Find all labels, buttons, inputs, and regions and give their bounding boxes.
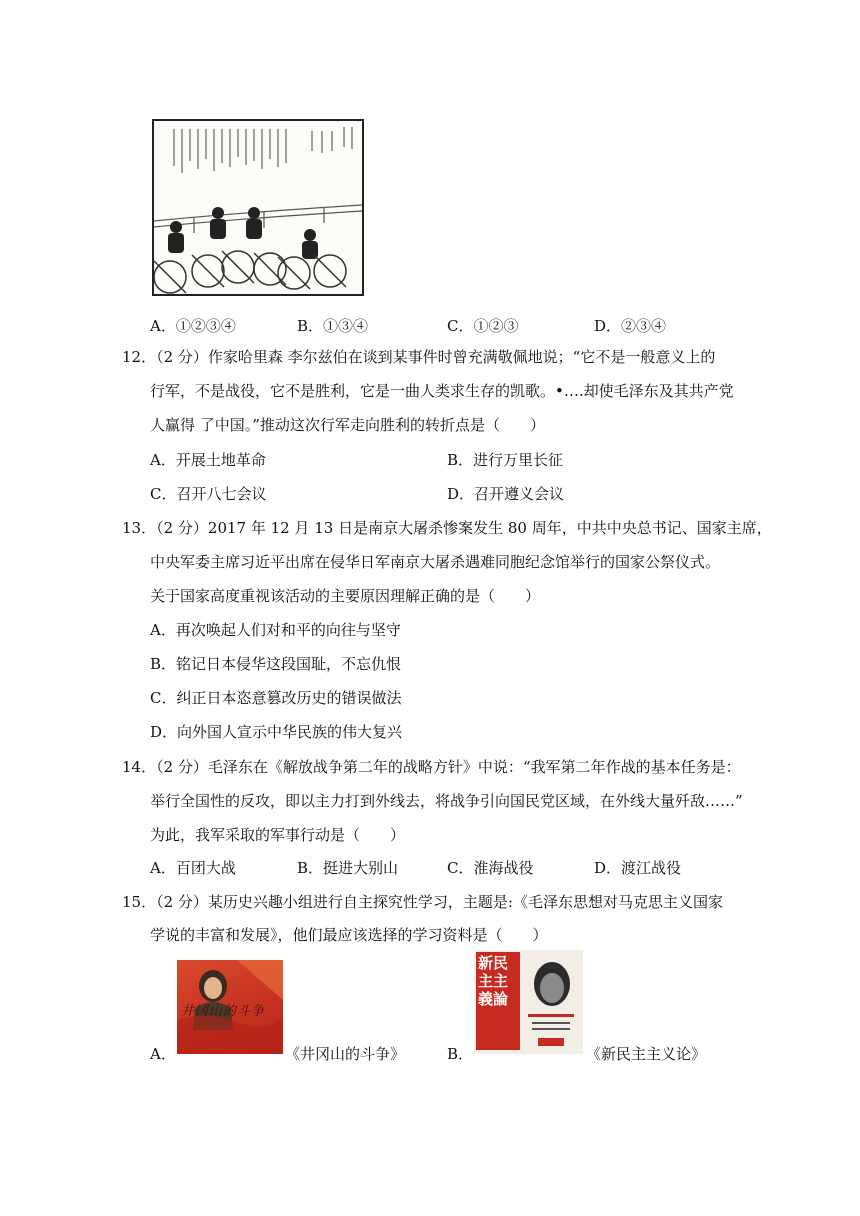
q14-option-c: C．淮海战役	[447, 859, 534, 877]
q13-stem-line-3: 关于国家高度重视该活动的主要原因理解正确的是（ ）	[150, 587, 541, 605]
q12-option-a: A．开展土地革命	[150, 451, 266, 469]
cyclists-illustration	[152, 119, 364, 296]
q13-option-b: B．铭记日本侵华这段国耻，不忘仇恨	[150, 655, 402, 673]
poster-calligraphy: 井冈山的斗争	[181, 1004, 266, 1019]
q13-option-c: C．纠正日本恣意篡改历史的错误做法	[150, 689, 402, 707]
q11-option-a: A．①②③④	[150, 317, 236, 335]
q11-option-b: B．①③④	[297, 317, 369, 335]
q12-option-c: C．召开八七会议	[150, 485, 267, 503]
q11-option-c: C．①②③	[447, 317, 519, 335]
q14-stem-line-3: 为此，我军采取的军事行动是（ ）	[150, 826, 406, 844]
q15-option-b-letter: B．	[447, 1045, 474, 1063]
q13-stem-line-2: 中央军委主席习近平出席在侵华日军南京大屠杀遇难同胞纪念馆举行的国家公祭仪式。	[150, 553, 721, 571]
q12-stem-line-2: 行军，不是战役，它不是胜利，它是一曲人类求生存的凯歌。•….却使毛泽东及其共产党	[150, 382, 734, 400]
q12-option-b: B．进行万里长征	[447, 451, 564, 469]
q14-stem-line-1: 14．（2 分）毛泽东在《解放战争第二年的战略方针》中说：“我军第二年作战的基本任务是：	[122, 758, 741, 776]
q15-option-a-letter: A．	[150, 1045, 176, 1063]
q13-stem-line-1: 13．（2 分）2017 年 12 月 13 日是南京大屠杀惨案发生 80 周年，中共中央总书记、国家主席，	[122, 519, 772, 537]
q15-option-a-caption: 《井冈山的斗争》	[285, 1045, 406, 1063]
book-title-vertical: 新民主主義論	[478, 954, 509, 1008]
q14-option-d: D．渡江战役	[594, 859, 682, 877]
q15-stem-line-2: 学说的丰富和发展》，他们最应该选择的学习资料是（ ）	[150, 926, 548, 944]
q15-option-b-caption: 《新民主主义论》	[586, 1045, 707, 1063]
q14-stem-line-2: 举行全国性的反攻，即以主力打到外线去，将战争引向国民党区域，在外线大量歼敌……”	[150, 792, 743, 810]
q14-option-b: B．挺进大别山	[297, 859, 399, 877]
q14-option-a: A．百团大战	[150, 859, 236, 877]
q12-stem-line-3: 人赢得 了中国。”推动这次行军走向胜利的转折点是（ ）	[150, 416, 545, 434]
q13-option-a: A．再次唤起人们对和平的向往与坚守	[150, 621, 401, 639]
q12-option-d: D．召开遵义会议	[447, 485, 565, 503]
jinggangshan-poster-image	[177, 960, 283, 1054]
xinminzhu-book-cover-image	[474, 950, 583, 1054]
q12-stem-line-1: 12．（2 分）作家哈里森 李尔兹伯在谈到某事件时曾充满敬佩地说；“它不是一般意义上的	[122, 348, 716, 366]
q15-stem-line-1: 15．（2 分）某历史兴趣小组进行自主探究性学习，主题是:《毛泽东思想对马克思主义国家	[122, 893, 723, 911]
q13-option-d: D．向外国人宣示中华民族的伟大复兴	[150, 723, 403, 741]
q11-option-d: D．②③④	[594, 317, 667, 335]
